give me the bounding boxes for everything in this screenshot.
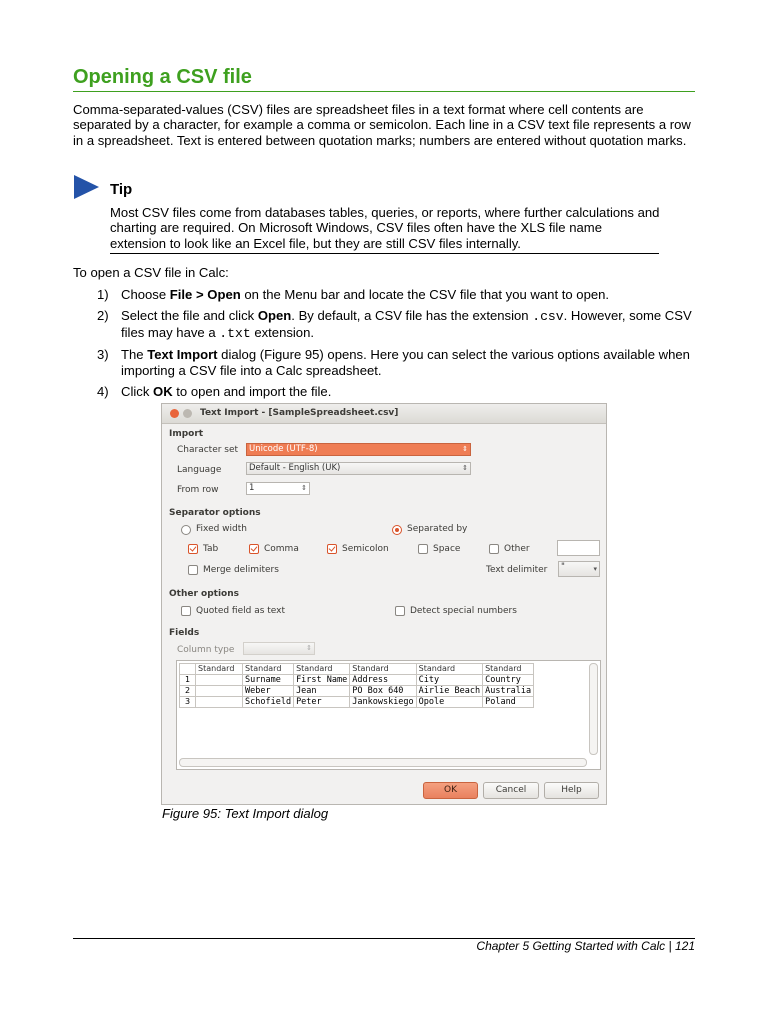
separated-by-label: Separated by [407,524,468,534]
grid-cell [196,697,243,708]
separated-by-radio[interactable] [392,525,402,535]
space-label: Space [433,544,461,554]
other-label: Other [504,544,530,554]
step-text: to open and import the file. [172,384,332,400]
step-number: 4) [97,384,109,400]
grid-cell: Jean [294,686,350,697]
grid-cell: Address [350,675,416,686]
chevron-down-icon: ▾ [593,565,597,573]
separator-section-label: Separator options [169,508,261,518]
step-2 [73,308,703,341]
charset-value: Unicode (UTF-8) [249,444,318,454]
language-select[interactable] [246,462,471,475]
step-code: .csv [532,309,564,325]
grid-corner [180,664,196,675]
fields-section-label: Fields [169,628,200,638]
space-checkbox[interactable] [418,544,428,554]
horizontal-scrollbar[interactable] [179,758,587,767]
page-footer: Chapter 5 Getting Started with Calc | 121 [476,939,695,953]
column-header[interactable]: Standard [196,664,243,675]
help-button[interactable]: Help [544,782,599,799]
semicolon-label: Semicolon [342,544,389,554]
grid-cell [196,686,243,697]
intro-paragraph: Comma-separated-values (CSV) files are spreadsheet files in a text format where cell contents are separated by a character, for example a comma or semicolon. Each line in a CSV text file represents a row in a spreadsheet. Text is entered between quotation marks; numbers are entered without quotation marks. [73,102,691,148]
quoted-field-label: Quoted field as text [196,606,286,616]
grid-cell: Australia [483,686,534,697]
grid-cell: Opole [416,697,482,708]
merge-delimiters-checkbox[interactable] [188,565,198,575]
grid-cell: Surname [243,675,294,686]
fromrow-spinner[interactable] [246,482,310,495]
text-delimiter-label: Text delimiter [486,565,548,575]
grid-cell: First Name [294,675,350,686]
other-options-section-label: Other options [169,589,239,599]
charset-select[interactable] [246,443,471,456]
steps-intro: To open a CSV file in Calc: [73,265,229,280]
step-text: . By default, a CSV file has the extension [291,308,533,324]
grid-cell: Poland [483,697,534,708]
step-bold: Open [257,308,292,324]
other-input[interactable] [557,540,600,556]
grid-cell: City [416,675,482,686]
grid-cell: Peter [294,697,350,708]
language-label: Language [177,465,222,475]
step-bold: Text Import [147,347,218,363]
heading-rule [73,91,695,92]
grid-cell [196,675,243,686]
step-text: extension. [250,324,315,340]
grid-cell: PO Box 640 [350,686,416,697]
updown-icon: ⇕ [462,445,468,453]
spin-icon[interactable]: ⇕ [301,484,307,492]
text-delimiter-value: " [561,562,565,572]
column-type-label: Column type [177,645,235,655]
cancel-button[interactable]: Cancel [483,782,539,799]
step-3 [73,347,703,378]
import-section-label: Import [169,429,204,439]
tab-checkbox[interactable] [188,544,198,554]
text-import-dialog [161,403,607,805]
column-header[interactable]: Standard [243,664,294,675]
column-type-select[interactable] [243,642,315,655]
minimize-window-icon[interactable] [183,409,192,418]
table-row [180,697,534,708]
quoted-field-checkbox[interactable] [181,606,191,616]
fixed-width-label: Fixed width [196,524,247,534]
ok-button[interactable]: OK [423,782,478,799]
updown-icon: ⇕ [462,464,468,472]
step-text: The [121,347,148,363]
step-number: 3) [97,347,109,363]
step-bold: OK [153,384,173,400]
section-heading: Opening a CSV file [73,66,252,88]
row-number: 3 [180,697,196,708]
other-checkbox[interactable] [489,544,499,554]
vertical-scrollbar[interactable] [589,663,598,755]
charset-label: Character set [177,445,239,455]
tab-label: Tab [203,544,219,554]
comma-label: Comma [264,544,299,554]
text-delimiter-select[interactable] [558,561,600,577]
table-row [180,675,534,686]
column-header[interactable]: Standard [294,664,350,675]
step-text: Click [121,384,154,400]
fromrow-label: From row [177,485,219,495]
close-window-icon[interactable] [170,409,179,418]
step-bold: File > Open [169,287,241,302]
step-text: . However, some CSV files may have a [121,308,692,340]
updown-icon: ⇕ [306,644,312,652]
dialog-titlebar [162,404,606,424]
step-code: .txt [219,325,251,341]
column-header[interactable]: Standard [350,664,416,675]
table-row [180,686,534,697]
step-text: on the Menu bar and locate the CSV file that you want to open. [240,287,610,302]
column-header[interactable]: Standard [483,664,534,675]
step-number: 1) [97,287,109,302]
grid-cell: Weber [243,686,294,697]
grid-cell: Airlie Beach [416,686,482,697]
grid-cell: Jankowskiego [350,697,416,708]
fromrow-value: 1 [249,483,255,493]
preview-grid [179,663,534,708]
grid-cell: Schofield [243,697,294,708]
merge-delimiters-label: Merge delimiters [203,565,279,575]
semicolon-checkbox[interactable] [327,544,337,554]
step-text: Select the file and click [121,308,258,324]
detect-numbers-checkbox[interactable] [395,606,405,616]
fields-preview [176,660,601,770]
fixed-width-radio[interactable] [181,525,191,535]
comma-checkbox[interactable] [249,544,259,554]
tip-rule [110,253,659,254]
grid-header-row [180,664,534,675]
tip-body: Most CSV files come from databases tables, queries, or reports, where further calculations and charting are required. On Microsoft Windows, CSV files often have the XLS file name extension to look like an Excel file, but they are still CSV files internally. [110,205,660,251]
row-number: 2 [180,686,196,697]
figure-caption: Figure 95: Text Import dialog [162,806,329,821]
steps-list [73,287,703,405]
step-number: 2) [97,308,109,324]
dialog-title: Text Import - [SampleSpreadsheet.csv] [200,408,399,418]
step-text: Choose [121,287,170,302]
row-number: 1 [180,675,196,686]
step-4 [73,384,703,399]
language-value: Default - English (UK) [249,463,341,473]
step-text: dialog (Figure 95) opens. Here you can select the various options available when importing a CSV file into a Calc spreadsheet. [121,347,690,378]
step-1 [73,287,703,302]
tip-title: Tip [110,181,133,198]
grid-cell: Country [483,675,534,686]
detect-numbers-label: Detect special numbers [410,606,517,616]
tip-arrow-icon [74,175,99,199]
column-header[interactable]: Standard [416,664,482,675]
